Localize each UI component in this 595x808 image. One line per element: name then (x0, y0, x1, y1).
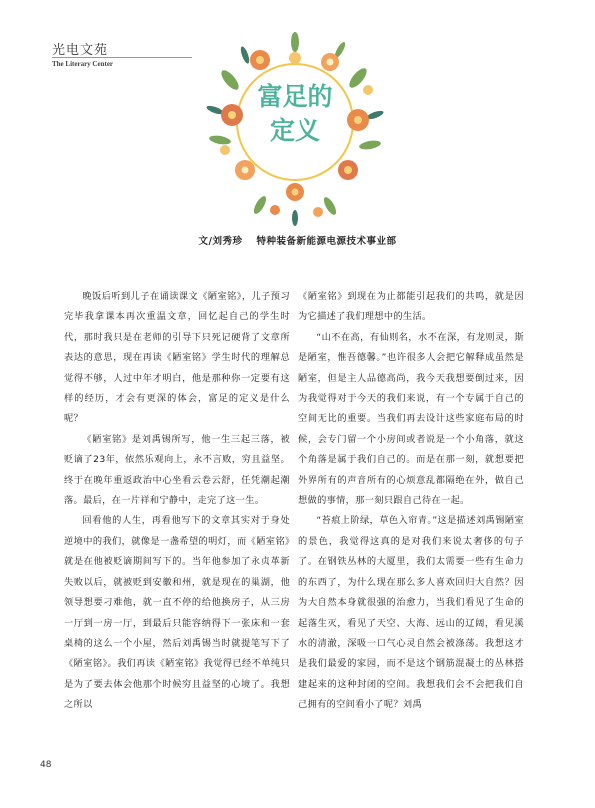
page-number: 48 (40, 760, 52, 770)
column-divider (52, 57, 192, 58)
article-title-line-1: 富足的 (257, 82, 333, 111)
byline (0, 233, 595, 247)
byline-affiliation: 特种装备新能源电源技术事业部 (256, 236, 397, 247)
paragraph: 《陋室铭》是刘禹锡所写，他一生三起三落，被贬谪了23年，依然乐观向上，永不言败，穷且益坚。终于在晚年重返政治中心坐看云卷云舒，任凭潮起潮落。最后，在一片祥和宁静中，走完了这一生。 (64, 433, 290, 507)
column-title: 光电文苑 (52, 43, 109, 58)
body-column-left (64, 287, 290, 716)
body-column-right (298, 287, 524, 716)
paragraph: 回看他的人生，再看他写下的文章其实对于身处逆境中的我们，就像是一盏希望的明灯，而《陋室铭》就是在他被贬谪期间写下的。当年他参加了永贞革新失败以后，就被贬到安徽和州，就是现在的巢湖，他领导想要刁难他，就一直不停的给他换房子，从三房一厅到一房一厅，到最后只能容纳得下一张床和一套桌椅的这么一个小屋，然后刘禹锡当时就提笔写下了《陋室铭》。我们再读《陋室铭》我觉得已经不单纯只是为了要去体会他那个时候穷且益坚的心境了。我想之所以 (64, 515, 290, 711)
paragraph: “苔痕上阶绿，草色入帘青。”这是描述刘禹锡陋室的景色，我觉得这真的是对我们来说太奢侈的句子了。在钢铁丛林的大厦里，我们太需要一些有生命力的东西了，为什么现在那么多人喜欢回归大自然？因为大自然本身就很强的治愈力，当我们看见了生命的起落生灭，看见了天空、大海、远山的辽阔，看见溪水的清澈，深吸一口气心灵自然会被涤荡。我想这才是我们最爱的家园，而不是这个钢筋混凝土的丛林搭建起来的这种封闭的空间。我想我们会不会把我们自己拥有的空间看小了呢？刘禹 (298, 515, 524, 711)
column-subtitle: The Literary Center (52, 60, 114, 68)
paragraph: 晚饭后听到儿子在诵读课文《陋室铭》，儿子预习完毕我拿课本再次重温文章，回忆起自己的学生时代，那时我只是在老师的引导下只死记硬背了文章所表达的意思，现在再读《陋室铭》学生时代的理解总觉得不够，人过中年才明白，他是那种你一定要有这样的经历，才会有更深的体会，富足的定义是什么呢？ (64, 291, 290, 425)
article-title-line-2: 定义 (269, 116, 320, 145)
article-title (240, 80, 350, 148)
paragraph-continued: 《陋室铭》到现在为止都能引起我们的共鸣，就是因为它描述了我们理想中的生活。 (298, 291, 524, 323)
paragraph: “山不在高，有仙则名，水不在深，有龙则灵，斯是陋室，惟吾德馨。”也许很多人会把它解释成虽然是陋室，但是主人品德高尚，我今天我想要倒过来，因为我觉得对于今天的我们来说，有一个专属于自己的空间无比的重要。当我们再去设计这些家庭布局的时候，会专门留一个小房间或者说是一个小角落，就这个角落是属于我们自己的。而是在那一刻，就想要把外界所有的声音所有的心烦意乱都隔绝在外，做自己想做的事情，那一刻只跟自己待在一起。 (298, 331, 524, 507)
byline-author: 文/刘秀珍 (198, 236, 243, 247)
